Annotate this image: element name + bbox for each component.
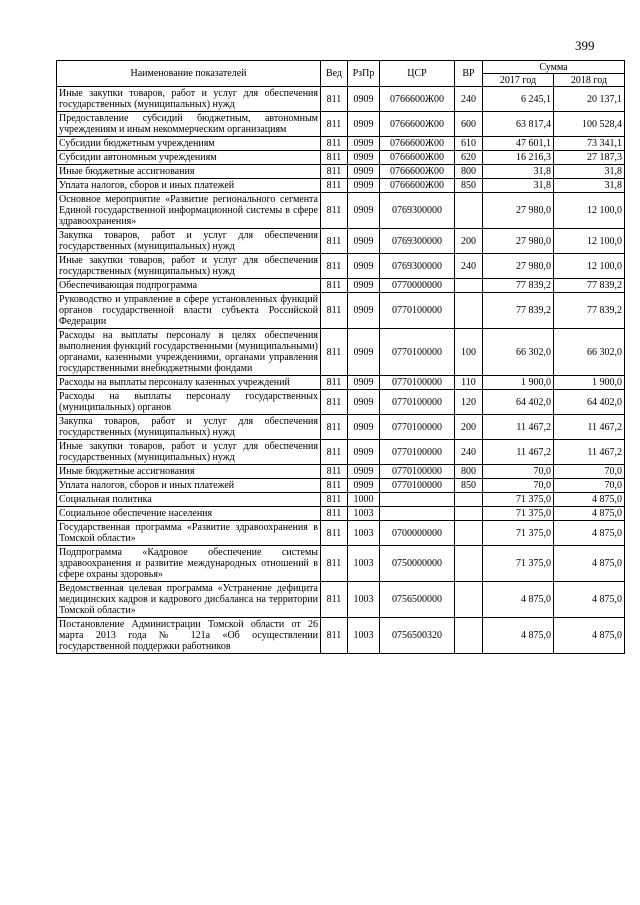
table-row (57, 137, 625, 151)
row-rzpr: 1003 (348, 521, 380, 546)
row-vr: 600 (455, 112, 483, 137)
row-vr (455, 546, 483, 582)
row-name: Социальное обеспечение населения (57, 507, 321, 521)
row-sum-2017: 6 245,1 (483, 87, 554, 112)
row-sum-2017: 16 216,3 (483, 151, 554, 165)
row-csr: 0756500320 (380, 618, 455, 654)
row-rzpr: 0909 (348, 465, 380, 479)
header-csr: ЦСР (380, 61, 455, 87)
row-rzpr: 0909 (348, 376, 380, 390)
row-csr: 0766600Ж00 (380, 151, 455, 165)
row-sum-2018: 4 875,0 (554, 493, 625, 507)
row-rzpr: 0909 (348, 293, 380, 329)
row-ved: 811 (321, 415, 348, 440)
row-sum-2017: 70,0 (483, 479, 554, 493)
row-csr: 0770100000 (380, 465, 455, 479)
row-csr: 0770100000 (380, 293, 455, 329)
row-vr: 200 (455, 415, 483, 440)
row-sum-2018: 31,8 (554, 179, 625, 193)
row-csr: 0769300000 (380, 193, 455, 229)
row-rzpr: 0909 (348, 193, 380, 229)
row-name: Иные закупки товаров, работ и услуг для обеспечения государственных (муниципальных) нужд (57, 87, 321, 112)
row-csr: 0766600Ж00 (380, 165, 455, 179)
row-sum-2017: 70,0 (483, 465, 554, 479)
row-sum-2018: 12 100,0 (554, 254, 625, 279)
table-row (57, 87, 625, 112)
row-rzpr: 0909 (348, 137, 380, 151)
row-name: Закупка товаров, работ и услуг для обеспечения государственных (муниципальных) нужд (57, 415, 321, 440)
row-sum-2018: 70,0 (554, 479, 625, 493)
row-sum-2018: 20 137,1 (554, 87, 625, 112)
row-ved: 811 (321, 229, 348, 254)
row-sum-2018: 1 900,0 (554, 376, 625, 390)
row-vr (455, 493, 483, 507)
row-sum-2017: 11 467,2 (483, 440, 554, 465)
row-sum-2018: 100 528,4 (554, 112, 625, 137)
table-body (57, 87, 625, 654)
table-row (57, 546, 625, 582)
row-ved: 811 (321, 618, 348, 654)
row-sum-2018: 4 875,0 (554, 546, 625, 582)
page-number: 399 (575, 38, 595, 53)
row-sum-2018: 4 875,0 (554, 521, 625, 546)
table-row (57, 493, 625, 507)
table-row (57, 112, 625, 137)
row-vr: 120 (455, 390, 483, 415)
row-sum-2018: 66 302,0 (554, 329, 625, 376)
row-ved: 811 (321, 376, 348, 390)
row-vr: 240 (455, 440, 483, 465)
row-rzpr: 0909 (348, 151, 380, 165)
row-vr (455, 293, 483, 329)
row-sum-2017: 31,8 (483, 179, 554, 193)
row-sum-2018: 77 839,2 (554, 279, 625, 293)
row-name: Предоставление субсидий бюджетным, автономным учреждениям и иным некоммерческим организациям (57, 112, 321, 137)
row-csr: 0766600Ж00 (380, 137, 455, 151)
row-csr: 0769300000 (380, 254, 455, 279)
row-vr: 800 (455, 165, 483, 179)
row-csr: 0770100000 (380, 440, 455, 465)
row-csr: 0770100000 (380, 329, 455, 376)
row-name: Расходы на выплаты персоналу казенных учреждений (57, 376, 321, 390)
row-ved: 811 (321, 137, 348, 151)
row-sum-2017: 27 980,0 (483, 254, 554, 279)
row-rzpr: 0909 (348, 229, 380, 254)
row-name: Субсидии бюджетным учреждениям (57, 137, 321, 151)
table-row (57, 179, 625, 193)
row-ved: 811 (321, 193, 348, 229)
row-ved: 811 (321, 507, 348, 521)
row-rzpr: 0909 (348, 179, 380, 193)
row-name: Иные бюджетные ассигнования (57, 465, 321, 479)
table-row (57, 329, 625, 376)
table-row (57, 465, 625, 479)
row-sum-2018: 4 875,0 (554, 582, 625, 618)
row-name: Иные закупки товаров, работ и услуг для обеспечения государственных (муниципальных) нужд (57, 440, 321, 465)
row-vr (455, 507, 483, 521)
row-name: Подпрограмма «Кадровое обеспечение системы здравоохранения и развитие международных отношений в сфере охраны здоровья» (57, 546, 321, 582)
header-2018: 2018 год (554, 74, 625, 87)
table-row (57, 293, 625, 329)
row-ved: 811 (321, 279, 348, 293)
row-ved: 811 (321, 151, 348, 165)
table-row (57, 229, 625, 254)
row-sum-2018: 12 100,0 (554, 229, 625, 254)
row-ved: 811 (321, 479, 348, 493)
row-rzpr: 1003 (348, 582, 380, 618)
row-vr: 110 (455, 376, 483, 390)
row-sum-2017: 1 900,0 (483, 376, 554, 390)
row-vr: 100 (455, 329, 483, 376)
row-ved: 811 (321, 493, 348, 507)
row-csr (380, 493, 455, 507)
row-rzpr: 0909 (348, 479, 380, 493)
row-sum-2018: 70,0 (554, 465, 625, 479)
row-vr: 620 (455, 151, 483, 165)
row-name: Субсидии автономным учреждениям (57, 151, 321, 165)
table-row (57, 440, 625, 465)
row-csr: 0769300000 (380, 229, 455, 254)
table-row (57, 479, 625, 493)
row-vr: 800 (455, 465, 483, 479)
row-sum-2017: 4 875,0 (483, 618, 554, 654)
row-csr: 0770100000 (380, 376, 455, 390)
row-name: Основное мероприятие «Развитие регионального сегмента Единой государственной информационной системы в сфере здравоохранения» (57, 193, 321, 229)
row-name: Расходы на выплаты персоналу государственных (муниципальных) органов (57, 390, 321, 415)
row-ved: 811 (321, 87, 348, 112)
row-rzpr: 1003 (348, 507, 380, 521)
row-csr: 0766600Ж00 (380, 87, 455, 112)
row-rzpr: 1000 (348, 493, 380, 507)
row-sum-2018: 11 467,2 (554, 415, 625, 440)
table-row (57, 193, 625, 229)
row-name: Иные бюджетные ассигнования (57, 165, 321, 179)
row-csr (380, 507, 455, 521)
table-row (57, 582, 625, 618)
row-csr: 0766600Ж00 (380, 179, 455, 193)
row-sum-2017: 27 980,0 (483, 229, 554, 254)
row-sum-2018: 12 100,0 (554, 193, 625, 229)
row-rzpr: 0909 (348, 415, 380, 440)
row-name: Иные закупки товаров, работ и услуг для обеспечения государственных (муниципальных) нужд (57, 254, 321, 279)
row-csr: 0700000000 (380, 521, 455, 546)
header-ved: Вед (321, 61, 348, 87)
row-vr (455, 618, 483, 654)
row-ved: 811 (321, 465, 348, 479)
header-sum: Сумма (483, 61, 625, 74)
row-sum-2017: 71 375,0 (483, 493, 554, 507)
row-ved: 811 (321, 254, 348, 279)
row-sum-2017: 27 980,0 (483, 193, 554, 229)
row-sum-2017: 71 375,0 (483, 507, 554, 521)
row-sum-2017: 77 839,2 (483, 279, 554, 293)
row-sum-2017: 77 839,2 (483, 293, 554, 329)
row-name: Социальная политика (57, 493, 321, 507)
table-row (57, 254, 625, 279)
row-ved: 811 (321, 546, 348, 582)
row-sum-2017: 71 375,0 (483, 521, 554, 546)
row-rzpr: 0909 (348, 390, 380, 415)
row-csr: 0766600Ж00 (380, 112, 455, 137)
table-row (57, 507, 625, 521)
row-sum-2017: 64 402,0 (483, 390, 554, 415)
row-vr: 850 (455, 479, 483, 493)
row-rzpr: 0909 (348, 329, 380, 376)
budget-table (56, 60, 625, 654)
row-rzpr: 0909 (348, 165, 380, 179)
row-vr (455, 521, 483, 546)
row-ved: 811 (321, 440, 348, 465)
header-rzpr: РзПр (348, 61, 380, 87)
row-ved: 811 (321, 582, 348, 618)
row-csr: 0756500000 (380, 582, 455, 618)
table-header (57, 61, 625, 87)
row-rzpr: 0909 (348, 87, 380, 112)
row-ved: 811 (321, 329, 348, 376)
row-csr: 0770100000 (380, 415, 455, 440)
row-sum-2017: 71 375,0 (483, 546, 554, 582)
row-name: Руководство и управление в сфере установленных функций органов государственной власти субъекта Российской Федерации (57, 293, 321, 329)
row-rzpr: 0909 (348, 254, 380, 279)
row-csr: 0750000000 (380, 546, 455, 582)
row-sum-2017: 63 817,4 (483, 112, 554, 137)
table-row (57, 165, 625, 179)
row-sum-2018: 4 875,0 (554, 618, 625, 654)
table-row (57, 521, 625, 546)
row-vr: 850 (455, 179, 483, 193)
row-name: Ведомственная целевая программа «Устранение дефицита медицинских кадров и кадрового дисбаланса на территории Томской области» (57, 582, 321, 618)
row-rzpr: 1003 (348, 546, 380, 582)
row-sum-2018: 73 341,1 (554, 137, 625, 151)
table-row (57, 151, 625, 165)
table-row (57, 376, 625, 390)
row-sum-2017: 66 302,0 (483, 329, 554, 376)
row-ved: 811 (321, 521, 348, 546)
row-rzpr: 0909 (348, 112, 380, 137)
row-vr: 610 (455, 137, 483, 151)
row-sum-2017: 11 467,2 (483, 415, 554, 440)
row-vr (455, 582, 483, 618)
row-name: Обеспечивающая подпрограмма (57, 279, 321, 293)
row-sum-2018: 31,8 (554, 165, 625, 179)
header-2017: 2017 год (483, 74, 554, 87)
row-ved: 811 (321, 293, 348, 329)
header-vr: ВР (455, 61, 483, 87)
row-name: Государственная программа «Развитие здравоохранения в Томской области» (57, 521, 321, 546)
row-sum-2017: 47 601,1 (483, 137, 554, 151)
row-sum-2018: 27 187,3 (554, 151, 625, 165)
row-csr: 0770100000 (380, 479, 455, 493)
row-rzpr: 1003 (348, 618, 380, 654)
row-ved: 811 (321, 390, 348, 415)
row-sum-2018: 77 839,2 (554, 293, 625, 329)
row-name: Уплата налогов, сборов и иных платежей (57, 479, 321, 493)
row-name: Постановление Администрации Томской области от 26 марта 2013 года № 121а «Об осуществлении государственной поддержки работников (57, 618, 321, 654)
row-sum-2018: 11 467,2 (554, 440, 625, 465)
row-rzpr: 0909 (348, 440, 380, 465)
row-name: Закупка товаров, работ и услуг для обеспечения государственных (муниципальных) нужд (57, 229, 321, 254)
row-name: Расходы на выплаты персоналу в целях обеспечения выполнения функций государственными (муниципальными) органами, казенными учреждениями, органами управления государственными внебюджетными фондами (57, 329, 321, 376)
header-name: Наименование показателей (57, 61, 321, 87)
row-sum-2018: 64 402,0 (554, 390, 625, 415)
row-vr: 200 (455, 229, 483, 254)
table-row (57, 618, 625, 654)
row-sum-2017: 4 875,0 (483, 582, 554, 618)
row-csr: 0770000000 (380, 279, 455, 293)
row-rzpr: 0909 (348, 279, 380, 293)
table-row (57, 279, 625, 293)
table-row (57, 390, 625, 415)
row-ved: 811 (321, 112, 348, 137)
row-sum-2018: 4 875,0 (554, 507, 625, 521)
row-name: Уплата налогов, сборов и иных платежей (57, 179, 321, 193)
row-csr: 0770100000 (380, 390, 455, 415)
row-sum-2017: 31,8 (483, 165, 554, 179)
row-ved: 811 (321, 165, 348, 179)
table-row (57, 415, 625, 440)
row-vr: 240 (455, 254, 483, 279)
row-vr (455, 279, 483, 293)
row-ved: 811 (321, 179, 348, 193)
row-vr (455, 193, 483, 229)
row-vr: 240 (455, 87, 483, 112)
